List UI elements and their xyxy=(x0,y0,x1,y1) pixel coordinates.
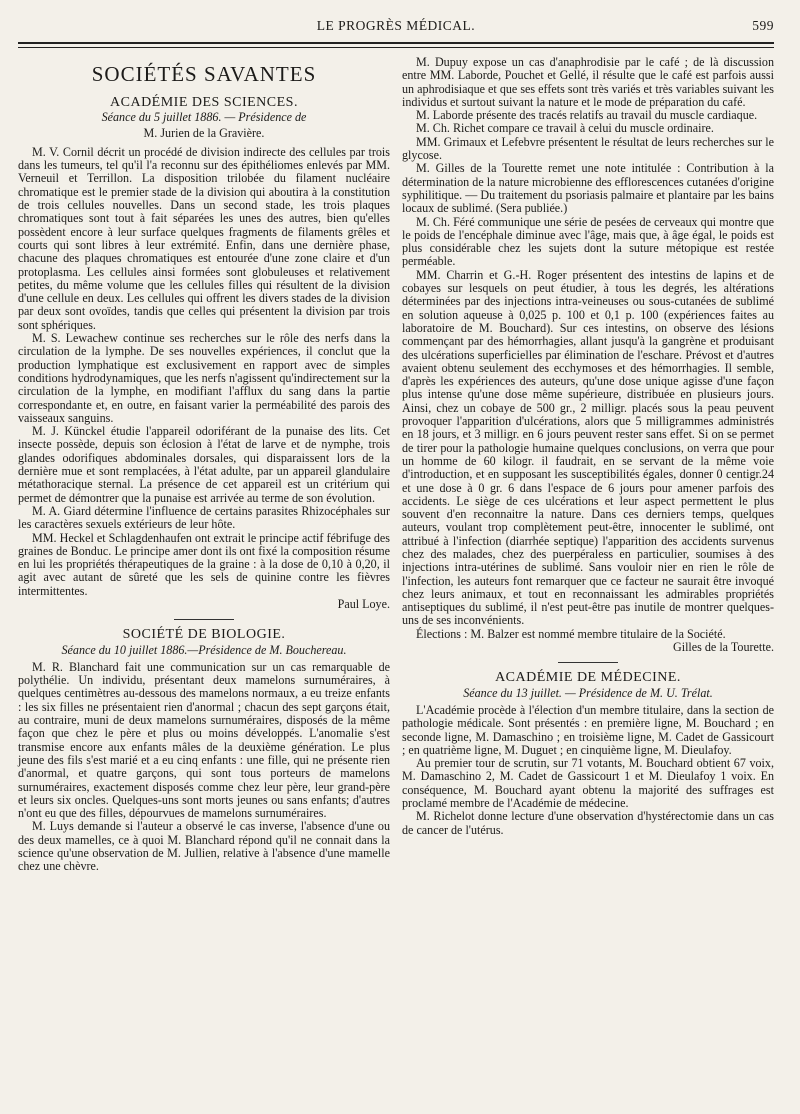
paragraph: MM. Heckel et Schlagdenhaufen ont extrait le principe actif fébrifuge des graines de Bonduc. Le principe amer dont ils ont fixé la composition résume en lui les propriétés thérapeutiques de la graine : à la dose de 0,10 à 0,20, il agit avec autant de sûreté que les sels de quinine contre les fièvres intermittentes. xyxy=(18,530,390,598)
heading-academie-medecine: ACADÉMIE DE MÉDECINE. xyxy=(495,670,681,686)
signature: Gilles de la Tourette. xyxy=(672,640,774,655)
paragraph: M. Luys demande si l'auteur a observé le cas inverse, l'absence d'une ou des deux mamelles, ce à quoi M. Blanchard répond qu'il ne connait dans la science qu'une observation de M. Jullien, relative à l'absence d'une mamelle chez une chèvre. xyxy=(18,819,390,874)
header-rule-thin xyxy=(18,47,774,48)
seance-line: Séance du 13 juillet. — Présidence de M. U. Trélat. xyxy=(463,685,713,700)
header-rule xyxy=(18,42,774,44)
paragraph: L'Académie procède à l'élection d'un membre titulaire, dans la section de pathologie médicale. Sont présentés : en première ligne, M. Bouchard ; en seconde ligne, M. Damaschino ; en troisième ligne, M. Cadet de Gassicourt ; en quatrième ligne, M. Duguet ; en cinquième ligne, M. Dieulafoy. xyxy=(402,702,774,757)
heading-societe-biologie: SOCIÉTÉ DE BIOLOGIE. xyxy=(122,627,286,643)
paragraph: M. R. Blanchard fait une communication sur un cas remarquable de polythélie. Un individu, présentant deux mamelons surnuméraires, à quelques centimètres au-dessous des mamelons normaux, a eu treize enfants : les six filles ne présentaient rien d'anormal ; chacun des sept garçons était, au contraire, muni de deux mamelons surnuméraires, disposés de la même façon que chez le père et plus ou moins développés. L'anomalie s'est transmise encore aux enfants mâles de la deuxième génération. Le plus jeune des fils s'est marié et a eu cinq enfants : une fille, qui ne présente rien d'anormal, et quatre garçons, qui sont tous porteurs de mamelons surnuméraires, exactement disposés comme chez leur père, leur grand-père et leurs six oncles. Quelques-uns sont morts jeunes ou sans enfants; d'autres n'ont eu que des filles, dépourvues de mamelons surnuméraires. xyxy=(18,659,390,821)
elections-note: Élections : M. Balzer est nommé membre titulaire de la Société. xyxy=(416,626,726,641)
paragraph: M. V. Cornil décrit un procédé de division indirecte des cellules par trois dans les tumeurs, tel qu'il l'a reconnu sur des épithéliomes enlevés par MM. Verneuil et Terrillon. La disposition trilobée du filament nucléaire chromatique est le premier stade de la division qui aboutira à la constitution de trois cellules nouvelles. Dans un second stade, les trois plaques chromatiques sont tout à fait séparées les unes des autres, bien qu'elles possèdent encore à leur surface quelques fragments de filaments grêles et courts qui sont libres à leur extrémité. Enfin, dans une dernière phase, chacune des plaques chromatiques est entourée d'une zone claire et d'un protoplasma. Les cellules ainsi formées sont globuleuses et relativement petites, du même volume que les cellules filles qui résultent de la division d'une cellule en deux. Les cellules qui offrent les divers stades de la division par deux sont ovoïdes, tandis que celles qui présentent la division par trois sont sphériques. xyxy=(18,144,390,332)
paragraph: M. Gilles de la Tourette remet une note intitulée : Contribution à la détermination de la nature microbienne des efflorescences cutanées d'origine syphilitique. — Du traitement du psoriasis palmaire et plantaire par les bains locaux de sublimé. (Sera publiée.) xyxy=(402,161,774,216)
section-banner: SOCIÉTÉS SAVANTES xyxy=(91,62,317,86)
journal-title: LE PROGRÈS MÉDICAL. xyxy=(316,18,476,33)
right-column xyxy=(402,56,774,874)
section-divider xyxy=(174,619,234,620)
left-column xyxy=(18,56,390,874)
president-line: M. Jurien de la Gravière. xyxy=(143,125,265,140)
paragraph: M. Dupuy expose un cas d'anaphrodisie par le café ; de là discussion entre MM. Laborde, Pouchet et Gellé, il résulte que le café est parfois aussi un aphrodisiaque et que ses effets sont très variés et très variables suivant les individus et surtout suivant la nature et le mode de préparation du café. xyxy=(402,55,774,109)
paragraph: M. S. Lewachew continue ses recherches sur le rôle des nerfs dans la circulation de la lymphe. De ses nouvelles expériences, il conclut que la production lymphatique est exclusivement en rapport avec de simples conditions hydrodynamiques, que les nerfs n'agissent qu'indirectement sur la circulation de la lymphe, en modifiant l'afflux du sang dans la partie correspondante et, en outre, en faisant varier la perméabilité des parois des vaisseaux sanguins. xyxy=(18,331,390,425)
heading-academie-sciences: ACADÉMIE DES SCIENCES. xyxy=(110,95,298,110)
page-number: 599 xyxy=(752,18,774,33)
section-divider xyxy=(558,662,618,663)
paragraph: M. Ch. Féré communique une série de pesées de cerveaux qui montre que le poids de l'encéphale diminue avec l'âge, mais que, à âge égal, le poids est plus considérable chez les sujets dont la suture métopique est restée perméable. xyxy=(402,214,774,269)
seance-line: Séance du 10 juillet 1886.—Présidence de M. Bouchereau. xyxy=(61,642,347,657)
two-column-body xyxy=(18,56,774,874)
paragraph: Au premier tour de scrutin, sur 71 votants, M. Bouchard obtient 67 voix, M. Damaschino 2, M. Cadet de Gassicourt 1 et M. Dieulafoy 1 voix. En conséquence, M. Bouchard ayant obtenu la majorité des suffrages est proclamé membre de l'Académie de médecine. xyxy=(402,756,774,811)
seance-line: Séance du 5 juillet 1886. — Présidence de xyxy=(101,110,307,125)
paragraph: MM. Charrin et G.-H. Roger présentent des intestins de lapins et de cobayes sur lesquels on peut étudier, à tous les degrés, les altérations déterminées par des injections intra-veineuses ou sous-cutanées de sublimé en solution aqueuse à 0,025 p. 100 et 0,1 p. 100 (expériences faites au laboratoire de M. Bouchard). Sur ces intestins, on observe des lésions commençant par des hémorrhagies, allant jusqu'à la gangrène et produisant des ulcérations superficielles par élimination de l'eschare. Prévost et d'autres avaient obtenu seulement des ecchymoses et des hémorrhagies. Il semble, d'après les expériences des auteurs, qu'une dose unique agisse d'une façon plus intense qu'une dose même supérieure, distribuée en plusieurs jours. Ainsi, chez un cobaye de 500 gr., 2 milligr. placés sous la peau peuvent provoquer l'apparition d'ulcérations, alors que 5 milligrammes administrés en 18 jours, et 3 milligr. en 6 jours peuvent rester sans effet. Si on se permet de tirer pour la pathologie humaine quelques conclusions, on verra que pour un homme de 60 kilogr. il faudrait, en se servant de la même voie d'introduction, et en supposant les susceptibilités égales, donner 0 centigr.24 et une dose à 0 gr. 6 dans l'espace de 6 jours pour amener parfois des accidents. Le siège de ces ulcérations et leur aspect permettent le plus souvent d'en reconnaitre la nature. Dans ces derniers temps, quelques auteurs, voulant trop complètement peut-être, innocenter le sublimé, ont attribué à l'infection (diarrhée septique) l'apparition des accidents survenus chez des malades, chez des puerpéraless en particulier, soumises à des injections intra-utérines de sublimé. Sans vouloir nier en rien le rôle de l'infection, les auteurs font remarquer que ce facteur ne saurait être invoqué chez leurs animaux, et tout en reconnaissant les admirables propriétés antiseptiques du sublimé, il n'est peut-être pas inutile de montrer quelques-uns de ses inconvénients. xyxy=(402,267,774,628)
paragraph: M. J. Künckel étudie l'appareil odoriférant de la punaise des lits. Cet insecte possède, depuis son éclosion à l'état de larve et de nymphe, trois glandes odorifiques abdominales dorsales, qui disparaissent lors de la dernière mue et sont remplacées, à l'état adulte, par un appareil glandulaire métathoracique sternal. La présence de cet appareil est un critérium qui permet de démontrer que la punaise est arrivée au terme de son évolution. xyxy=(18,424,390,505)
paragraph: M. Laborde présente des tracés relatifs au travail du muscle cardiaque. xyxy=(416,108,758,123)
paragraph: M. Richelot donne lecture d'une observation d'hystérectomie dans un cas de cancer de l'utérus. xyxy=(402,809,774,837)
signature: Paul Loye. xyxy=(337,596,390,611)
paragraph: MM. Grimaux et Lefebvre présentent le résultat de leurs recherches sur le glycose. xyxy=(402,134,774,163)
paragraph: M. Ch. Richet compare ce travail à celui du muscle ordinaire. xyxy=(416,121,714,136)
paragraph: M. A. Giard détermine l'influence de certains parasites Rhizocéphales sur les caractères sexuels extérieurs de leur hôte. xyxy=(18,503,390,532)
running-header xyxy=(18,18,774,40)
